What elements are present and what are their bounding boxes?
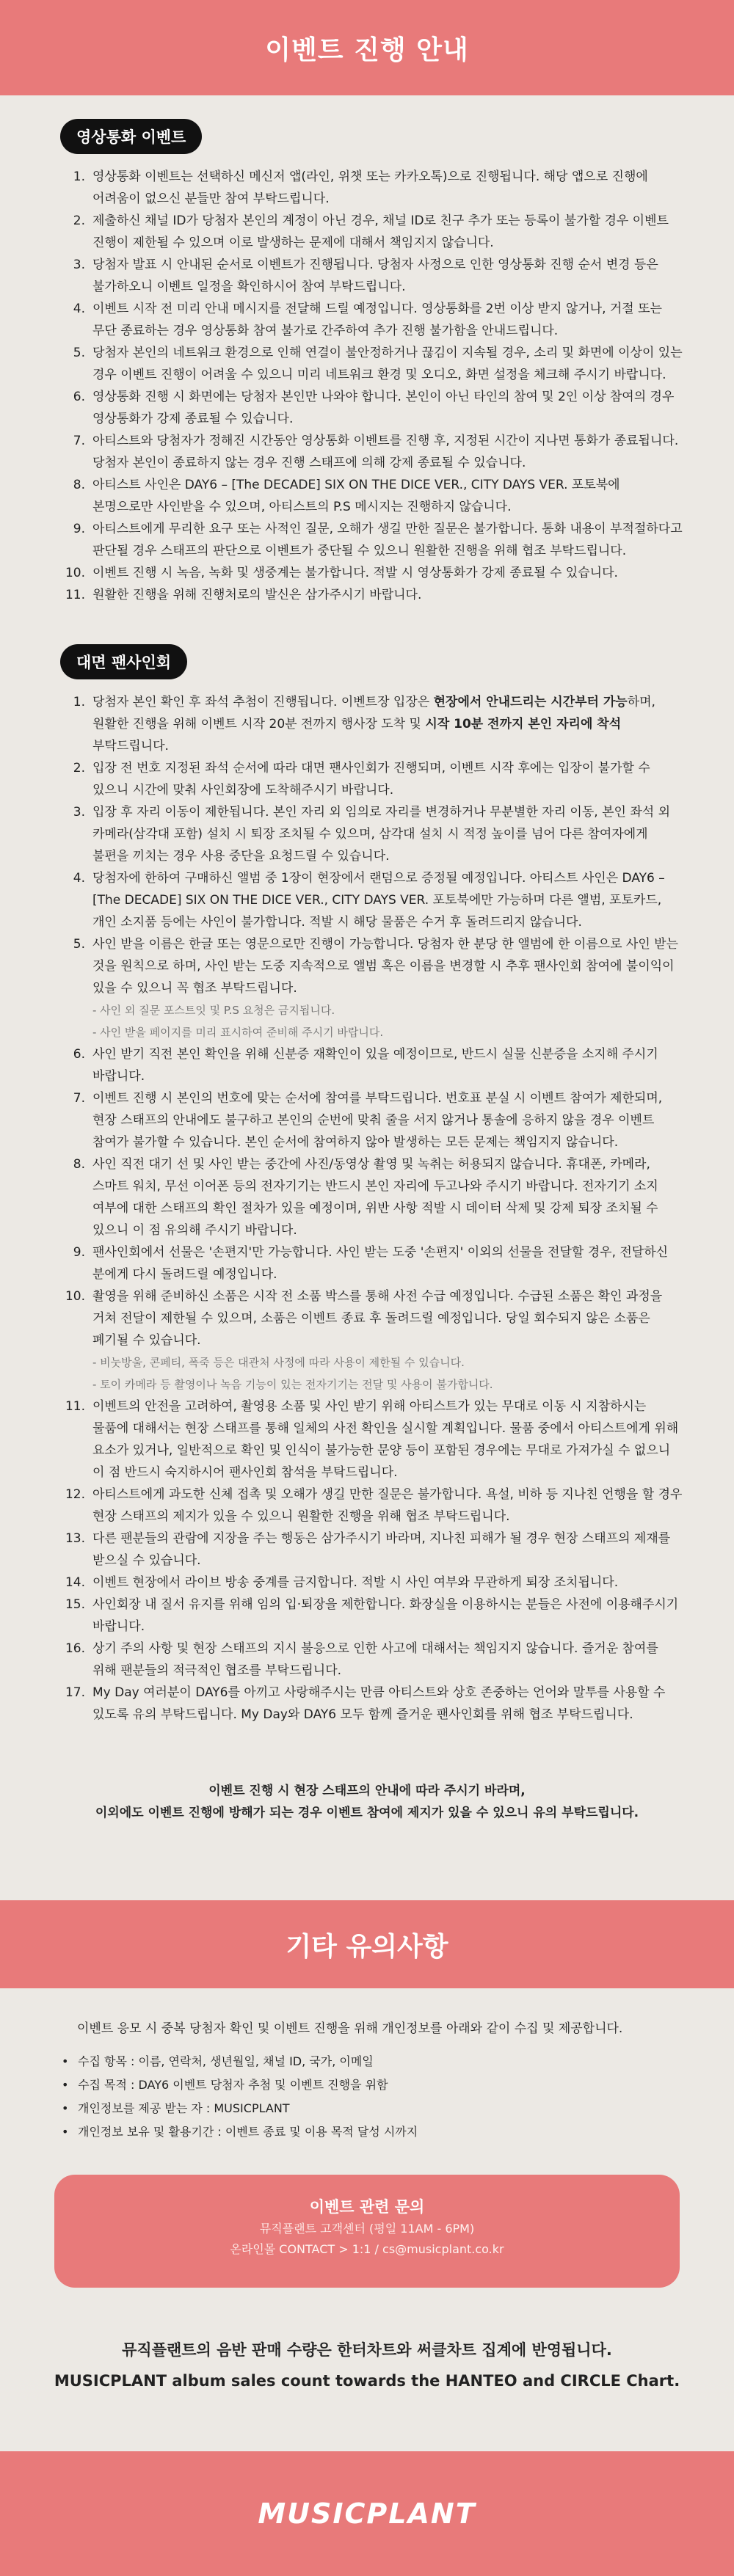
- rule-text: 촬영을 위해 준비하신 소품은 시작 전 소품 박스를 통해 사전 수급 예정입니다. 수급된 소품은 확인 과정을 거쳐 전달이 제한될 수 있으며, 소품은 이벤트 종료 후 돌려드릴 예정입니다. 당일 회수되지 않은 소품은 폐기될 수 있습니다.: [92, 1289, 663, 1348]
- rule-item: [51, 386, 683, 430]
- rule-text: 팬사인회에서 선물은 '손편지'만 가능합니다. 사인 받는 도중 '손편지' 이외의 선물을 전달할 경우, 전달하신 분에게 다시 돌려드릴 예정입니다.: [92, 1245, 669, 1282]
- rule-number: 11.: [65, 588, 85, 602]
- rule-number: 10.: [65, 1289, 85, 1304]
- rule-item: [51, 430, 683, 474]
- rule-subnote: - 토이 카메라 등 촬영이나 녹음 기능이 있는 전자기기는 전달 및 사용이 불가합니다.: [92, 1378, 493, 1391]
- rule-item: [51, 166, 683, 210]
- rule-text: 당첨자에 한하여 구매하신 앨범 중 1장이 현장에서 랜덤으로 증정될 예정입니다. 아티스트 사인은 DAY6 – [The DECADE] SIX ON THE DICE VER., CITY DAYS VER. 포토북에만 가능하며 다른 앨범, 포토카드, 개인 소지품 등에는 사인이 불가합니다. 적발 시 해당 물품은 수거 후 돌려드리지 않습니다.: [92, 871, 665, 930]
- contact-box: [54, 2175, 680, 2288]
- rule-number: 9.: [73, 522, 85, 536]
- rule-item: [51, 298, 683, 342]
- rule-number: 4.: [73, 871, 85, 886]
- rule-item: [51, 1638, 683, 1682]
- rule-subnote: - 비눗방울, 콘페티, 폭죽 등은 대관처 사정에 따라 사용이 제한될 수 있습니다.: [92, 1356, 465, 1369]
- chart-notice: [0, 2335, 734, 2396]
- rule-item: [51, 933, 683, 999]
- contact-email[interactable]: 온라인몰 CONTACT > 1:1 / cs@musicplant.co.kr: [230, 2242, 504, 2256]
- rule-number: 7.: [73, 1091, 85, 1106]
- rule-text: 아티스트와 당첨자가 정해진 시간동안 영상통화 이벤트를 진행 후, 지정된 시간이 지나면 통화가 종료됩니다. 당첨자 본인이 종료하지 않는 경우 진행 스태프에 의해 강제 종료될 수 있습니다.: [92, 434, 679, 470]
- rule-subnote: - 사인 받을 페이지를 미리 표시하여 준비해 주시기 바랍니다.: [92, 1026, 384, 1039]
- rule-text: 당첨자 발표 시 안내된 순서로 이벤트가 진행됩니다. 당첨자 사정으로 인한 영상통화 진행 순서 변경 등은 불가하오니 이벤트 일정을 확인하시어 참여 부탁드립니다.: [92, 258, 658, 294]
- rule-number: 4.: [73, 302, 85, 316]
- rule-item: [51, 1241, 683, 1285]
- rule-number: 2.: [73, 214, 85, 228]
- rule-item: [51, 1285, 683, 1351]
- rule-item: [51, 757, 683, 801]
- privacy-intro: 이벤트 응모 시 중복 당첨자 확인 및 이벤트 진행을 위해 개인정보를 아래와 같이 수집 및 제공합니다.: [77, 2021, 623, 2036]
- rule-item: [51, 1395, 683, 1484]
- rule-text: 이벤트 현장에서 라이브 방송 중계를 금지합니다. 적발 시 사인 여부와 무관하게 퇴장 조치됩니다.: [92, 1575, 619, 1590]
- rule-number: 2.: [73, 761, 85, 776]
- rule-text: 입장 전 번호 지정된 좌석 순서에 따라 대면 팬사인회가 진행되며, 이벤트 시작 후에는 입장이 불가할 수 있으니 시간에 맞춰 사인회장에 도착해주시기 바랍니다.: [92, 761, 650, 798]
- fansign-label: 대면 팬사인회: [60, 644, 187, 679]
- privacy-item: • 수집 목적 : DAY6 이벤트 당첨자 추첨 및 이벤트 진행을 위함: [59, 2073, 734, 2097]
- rule-item: [51, 1682, 683, 1726]
- privacy-item: • 개인정보를 제공 받는 자 : MUSICPLANT: [59, 2097, 734, 2120]
- rule-number: 5.: [73, 937, 85, 952]
- rule-number: 14.: [65, 1575, 85, 1590]
- rule-number: 9.: [73, 1245, 85, 1260]
- rule-text: 입장 후 자리 이동이 제한됩니다. 본인 자리 외 임의로 자리를 변경하거나 무분별한 자리 이동, 본인 좌석 외 카메라(삼각대 포함) 설치 시 퇴장 조치될 수 있으며, 삼각대 설치 시 적정 높이를 넘어 다른 참여자에게 불편을 끼치는 경우 사용 중단을 요청드릴 수 있습니다.: [92, 805, 670, 864]
- closing-line: 이외에도 이벤트 진행에 방해가 되는 경우 이벤트 참여에 제지가 있을 수 있으니 유의 부탁드립니다.: [95, 1806, 639, 1820]
- rule-item: [51, 518, 683, 562]
- rule-item: [51, 474, 683, 518]
- rule-text: 영상통화 이벤트는 선택하신 메신저 앱(라인, 위챗 또는 카카오톡)으로 진행됩니다. 해당 앱으로 진행에 어려움이 없으신 분들만 참여 부탁드립니다.: [92, 169, 648, 206]
- rule-number: 1.: [73, 169, 85, 184]
- rule-text: 아티스트에게 과도한 신체 접촉 및 오해가 생길 만한 질문은 불가합니다. 욕설, 비하 등 지나친 언행을 할 경우 현장 스태프의 제지가 있을 수 있으니 원활한 진행을 위해 협조 부탁드립니다.: [92, 1487, 683, 1524]
- rule-highlight: 시작 10분 전까지 본인 자리에 착석: [425, 717, 622, 731]
- rule-text: 하며, 원활한 진행을 위해 이벤트 시작 20분 전까지 행사장 도착 및: [92, 695, 655, 731]
- rule-text: 이벤트의 안전을 고려하여, 촬영용 소품 및 사인 받기 위해 아티스트가 있는 무대로 이동 시 지참하시는 물품에 대해서는 현장 스태프를 통해 일체의 사전 확인을 실시할 계획입니다. 물품 중에서 아티스트에게 위해 요소가 있거나, 일반적으로 확인 및 인식이 불가능한 문양 등이 포함된 경우에는 무대로 가져가실 수 없으니 이 점 반드시 숙지하시어 팬사인회 참석을 부탁드립니다.: [92, 1399, 679, 1480]
- rule-number: 15.: [65, 1597, 85, 1612]
- rule-number: 13.: [65, 1531, 85, 1546]
- rule-item: [51, 584, 683, 606]
- rule-text: 당첨자 본인 확인 후 좌석 추첨이 진행됩니다. 이벤트장 입장은: [92, 695, 434, 709]
- rule-item: [51, 1594, 683, 1638]
- fansign-section: [0, 606, 734, 1726]
- rule-number: 11.: [65, 1399, 85, 1414]
- rule-item: [51, 210, 683, 254]
- video-call-section: [0, 95, 734, 606]
- rule-number: 12.: [65, 1487, 85, 1502]
- rule-number: 1.: [73, 695, 85, 709]
- rule-number: 3.: [73, 258, 85, 272]
- rule-number: 8.: [73, 1157, 85, 1172]
- rule-text: 다른 팬분들의 관람에 지장을 주는 행동은 삼가주시기 바라며, 지나친 피해가 될 경우 현장 스태프의 제재를 받으실 수 있습니다.: [92, 1531, 671, 1568]
- rule-number: 10.: [65, 566, 85, 580]
- musicplant-logo: MUSICPLANT: [258, 2497, 476, 2530]
- rule-text: 당첨자 본인의 네트워크 환경으로 인해 연결이 불안정하거나 끊김이 지속될 경우, 소리 및 화면에 이상이 있는 경우 이벤트 진행이 어려울 수 있으니 미리 네트워크 환경 및 오디오, 화면 설정을 체크해 주시기 바랍니다.: [92, 346, 683, 382]
- rule-number: 8.: [73, 478, 85, 492]
- rule-number: 7.: [73, 434, 85, 448]
- rule-number: 6.: [73, 1047, 85, 1062]
- privacy-list: [0, 2050, 734, 2144]
- rule-text: 이벤트 진행 시 본인의 번호에 맞는 순서에 참여를 부탁드립니다. 번호표 분실 시 이벤트 참여가 제한되며, 현장 스태프의 안내에도 불구하고 본인의 순번에 맞춰 줄을 서지 않거나 통솔에 응하지 않을 경우 이벤트 참여가 불가할 수 있습니다. 본인 순서에 참여하지 않아 발생하는 모든 문제는 책임지지 않습니다.: [92, 1091, 663, 1150]
- rule-text: 이벤트 진행 시 녹음, 녹화 및 생중계는 불가합니다. 적발 시 영상통화가 강제 종료될 수 있습니다.: [92, 566, 618, 580]
- contact-hours: 뮤직플랜트 고객센터 (평일 11AM - 6PM): [259, 2222, 475, 2236]
- rule-item: [51, 801, 683, 867]
- rule-item: [51, 867, 683, 933]
- video-call-rules: [51, 166, 683, 606]
- rule-item: [51, 1043, 683, 1087]
- video-call-label: 영상통화 이벤트: [60, 119, 202, 154]
- rule-highlight: 현장에서 안내드리는 시간부터 가능: [433, 695, 628, 709]
- rule-text: 이벤트 시작 전 미리 안내 메시지를 전달해 드릴 예정입니다. 영상통화를 2번 이상 받지 않거나, 거절 또는 무단 종료하는 경우 영상통화 참여 불가로 간주하여 추가 진행 불가함을 안내드립니다.: [92, 302, 662, 338]
- chart-notice-en: MUSICPLANT album sales count towards the HANTEO and CIRCLE Chart.: [54, 2372, 680, 2390]
- rule-number: 5.: [73, 346, 85, 360]
- fansign-rules: [51, 691, 683, 1726]
- rule-item: [51, 691, 683, 757]
- rule-text: 아티스트 사인은 DAY6 – [The DECADE] SIX ON THE DICE VER., CITY DAYS VER. 포토북에 본명으로만 사인받을 수 있으며, 아티스트의 P.S 메시지는 진행하지 않습니다.: [92, 478, 620, 514]
- rule-text: 상기 주의 사항 및 현장 스태프의 지시 불응으로 인한 사고에 대해서는 책임지지 않습니다. 즐거운 참여를 위해 팬분들의 적극적인 협조를 부탁드립니다.: [92, 1641, 658, 1678]
- rule-text: 사인 받기 직전 본인 확인을 위해 신분증 재확인이 있을 예정이므로, 반드시 실물 신분증을 소지해 주시기 바랍니다.: [92, 1047, 658, 1084]
- other-notes-title: 기타 유의사항: [286, 1931, 448, 1962]
- page-title: 이벤트 진행 안내: [265, 34, 469, 65]
- footer: [0, 2451, 734, 2576]
- rule-number: 17.: [65, 1685, 85, 1700]
- closing-message: [0, 1780, 734, 1824]
- rule-text: 사인 받을 이름은 한글 또는 영문으로만 진행이 가능합니다. 당첨자 한 분당 한 앨범에 한 이름으로 사인 받는 것을 원칙으로 하며, 사인 받는 도중 지속적으로 앨범 혹은 이름을 변경할 시 추후 팬사인회 참여에 불이익이 있을 수 있으니 꼭 협조 부탁드립니다.: [92, 937, 679, 996]
- rule-text: 사인회장 내 질서 유지를 위해 임의 입·퇴장을 제한합니다. 화장실을 이용하시는 분들은 사전에 이용해주시기 바랍니다.: [92, 1597, 679, 1634]
- other-notes-banner: [0, 1900, 734, 1988]
- privacy-item: • 개인정보 보유 및 활용기간 : 이벤트 종료 및 이용 목적 달성 시까지: [59, 2120, 734, 2144]
- rule-item: [51, 562, 683, 584]
- rule-text: 제출하신 채널 ID가 당첨자 본인의 계정이 아닌 경우, 채널 ID로 친구 추가 또는 등록이 불가할 경우 이벤트 진행이 제한될 수 있으며 이로 발생하는 문제에 대해서 책임지지 않습니다.: [92, 214, 669, 250]
- header-banner: [0, 0, 734, 95]
- rule-number: 3.: [73, 805, 85, 820]
- chart-notice-ko: 뮤직플랜트의 음반 판매 수량은 한터차트와 써클차트 집계에 반영됩니다.: [122, 2341, 612, 2359]
- rule-item: [51, 342, 683, 386]
- rule-number: 6.: [73, 390, 85, 404]
- rule-subnote: - 사인 외 질문 포스트잇 및 P.S 요청은 금지됩니다.: [92, 1004, 335, 1017]
- rule-item: [51, 1087, 683, 1153]
- rule-text: 영상통화 진행 시 화면에는 당첨자 본인만 나와야 합니다. 본인이 아닌 타인의 참여 및 2인 이상 참여의 경우 영상통화가 강제 종료될 수 있습니다.: [92, 390, 675, 426]
- privacy-item: • 수집 항목 : 이름, 연락처, 생년월일, 채널 ID, 국가, 이메일: [59, 2050, 734, 2073]
- rule-text: My Day 여러분이 DAY6를 아끼고 사랑해주시는 만큼 아티스트와 상호 존중하는 언어와 말투를 사용할 수 있도록 유의 부탁드립니다. My Day와 DAY6 모두 함께 즐거운 팬사인회를 위해 협조 부탁드립니다.: [92, 1685, 666, 1722]
- rule-text: 사인 직전 대기 선 및 사인 받는 중간에 사진/동영상 촬영 및 녹취는 허용되지 않습니다. 휴대폰, 카메라, 스마트 워치, 무선 이어폰 등의 전자기기는 반드시 본인 자리에 두고나와 주시기 바랍니다. 전자기기 소지 여부에 대한 스태프의 확인 절차가 있을 예정이며, 위반 사항 적발 시 데이터 삭제 및 강제 퇴장 조치될 수 있으니 이 점 유의해 주시기 바랍니다.: [92, 1157, 658, 1238]
- rule-item: [51, 1572, 683, 1594]
- rule-text: 부탁드립니다.: [92, 739, 169, 754]
- rule-item: [51, 254, 683, 298]
- contact-title: 이벤트 관련 문의: [309, 2198, 425, 2216]
- rule-item: [51, 1153, 683, 1241]
- rule-item: [51, 1528, 683, 1572]
- closing-line: 이벤트 진행 시 현장 스태프의 안내에 따라 주시기 바라며,: [208, 1784, 526, 1798]
- rule-text: 아티스트에게 무리한 요구 또는 사적인 질문, 오해가 생길 만한 질문은 불가합니다. 통화 내용이 부적절하다고 판단될 경우 스태프의 판단으로 이벤트가 중단될 수 있으니 원활한 진행을 위해 협조 부탁드립니다.: [92, 522, 683, 558]
- rule-number: 16.: [65, 1641, 85, 1656]
- rule-text: 원활한 진행을 위해 진행처로의 발신은 삼가주시기 바랍니다.: [92, 588, 422, 602]
- rule-item: [51, 1484, 683, 1528]
